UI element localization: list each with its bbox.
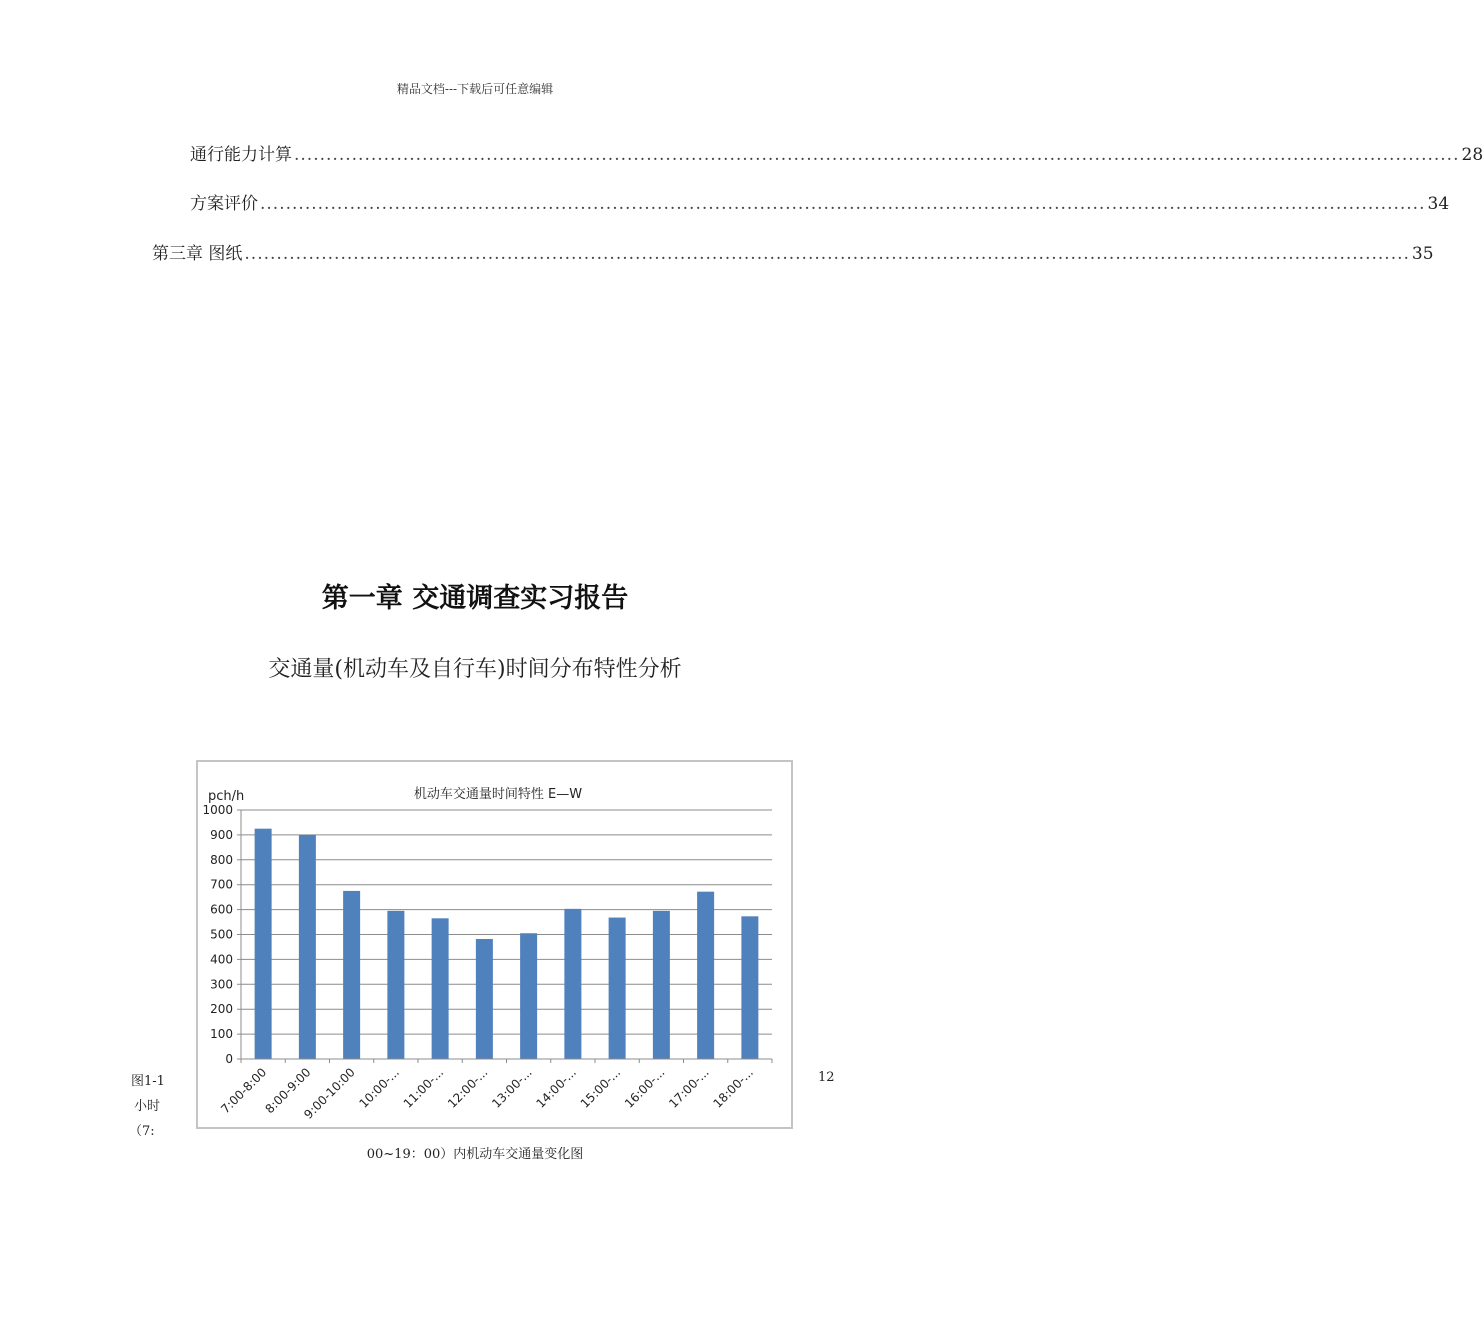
bar-4	[387, 911, 404, 1059]
y-tick-label: 700	[210, 877, 233, 892]
toc-entry-label: 方案评价	[190, 194, 258, 214]
figure-label-hours: 小时	[134, 1099, 161, 1114]
y-tick-label: 600	[210, 902, 233, 917]
chart-title: 机动车交通量时间特性 E—W	[413, 787, 583, 802]
x-tick-label: 10:00-...	[356, 1065, 402, 1111]
x-tick-label: 18:00-...	[710, 1065, 756, 1111]
toc-entry-label: 第三章 图纸	[152, 244, 243, 264]
toc-entry-evaluation[interactable]	[190, 189, 1450, 214]
x-tick-label: 7:00-8:00	[218, 1065, 270, 1117]
bar-12	[741, 916, 758, 1059]
y-tick-label: 400	[210, 952, 233, 967]
bar-6	[476, 939, 493, 1059]
y-tick-label: 500	[210, 927, 233, 942]
figure-label-right: 12	[818, 1070, 835, 1085]
y-tick-label: 0	[225, 1052, 233, 1066]
y-axis-label: pch/h	[208, 789, 245, 804]
toc-leader-dots: ......................................................................................................................................................................................	[294, 145, 1460, 165]
y-tick-label: 900	[210, 827, 233, 842]
toc-leader-dots: ......................................................................................................................................................................................	[260, 194, 1426, 214]
toc-entry-page: 28	[1461, 145, 1483, 165]
chart-frame	[196, 760, 793, 1129]
y-tick-label: 100	[210, 1027, 233, 1042]
y-tick-label: 1000	[202, 803, 233, 817]
x-tick-label: 9:00-10:00	[301, 1065, 358, 1122]
x-tick-label: 15:00-...	[577, 1065, 624, 1111]
bar-5	[432, 918, 449, 1059]
bar-9	[609, 918, 626, 1059]
header-note: 精品文档---下载后可任意编辑	[396, 82, 554, 96]
figure-label: 图1-1	[131, 1074, 165, 1089]
bar-10	[653, 911, 670, 1059]
y-tick-label: 200	[210, 1002, 233, 1017]
x-tick-label: 16:00-...	[621, 1065, 668, 1111]
bar-chart	[198, 762, 791, 1127]
chapter-title: 第一章 交通调查实习报告	[321, 583, 629, 614]
x-tick-label: 14:00-...	[533, 1065, 579, 1111]
y-tick-label: 300	[210, 977, 233, 992]
toc-leader-dots: ......................................................................................................................................................................................	[244, 244, 1410, 264]
x-tick-label: 11:00-...	[400, 1065, 447, 1111]
bar-1	[255, 829, 272, 1059]
x-tick-label: 13:00-...	[489, 1065, 535, 1111]
toc-entry-label: 通行能力计算	[190, 145, 292, 165]
figure-caption: 00~19：00）内机动车交通量变化图	[366, 1147, 584, 1162]
toc-entry-page: 35	[1411, 244, 1434, 264]
figure-label-time: （7:	[129, 1124, 155, 1139]
bar-8	[564, 909, 581, 1059]
x-tick-label: 8:00-9:00	[262, 1065, 314, 1117]
toc-entry-page: 34	[1427, 194, 1450, 214]
bar-3	[343, 891, 360, 1059]
toc-entry-drawings[interactable]	[152, 239, 1434, 264]
x-tick-label: 17:00-...	[666, 1065, 712, 1111]
bar-11	[697, 892, 714, 1059]
bar-2	[299, 835, 316, 1059]
y-tick-label: 800	[210, 852, 233, 867]
section-title: 交通量(机动车及自行车)时间分布特性分析	[268, 657, 682, 682]
x-tick-label: 12:00-...	[444, 1065, 491, 1111]
bar-7	[520, 933, 537, 1059]
toc-entry-capacity[interactable]	[190, 140, 1483, 165]
